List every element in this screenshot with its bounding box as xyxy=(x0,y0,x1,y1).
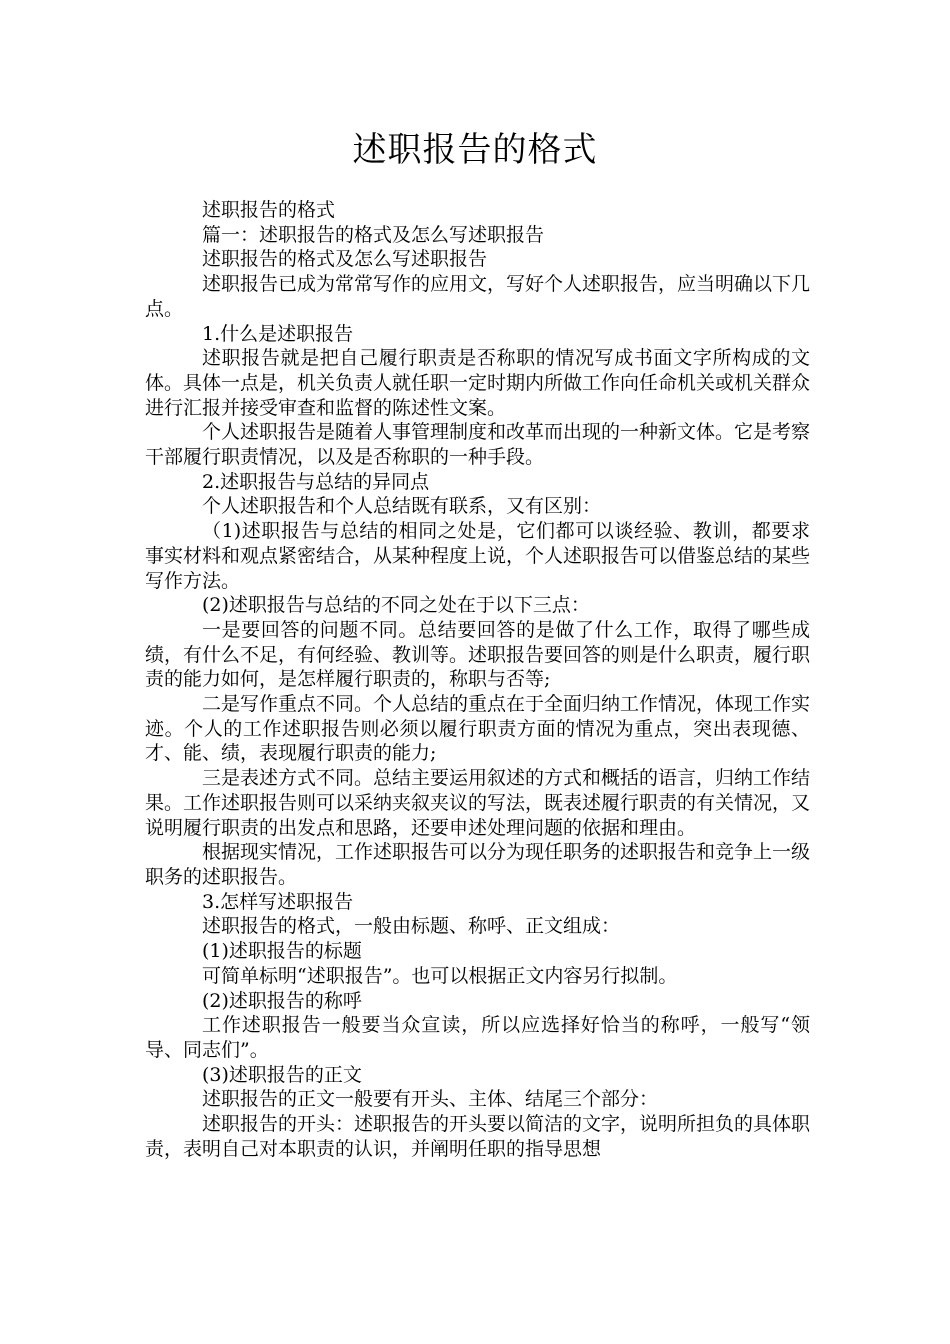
paragraph: 工作述职报告一般要当众宣读，所以应选择好恰当的称呼，一般写“领导、同志们”。 xyxy=(145,1014,810,1061)
paragraph: 三是表述方式不同。总结主要运用叙述的方式和概括的语言，归纳工作结果。工作述职报告则可以采纳夹叙夹议的写法，既表述履行职责的有关情况，又说明履行职责的出发点和思路，还要申述处理问题的依据和理由。 xyxy=(145,767,811,839)
paragraph: 个人述职报告和个人总结既有联系，又有区别： xyxy=(202,495,602,518)
paragraph: 3.怎样写述职报告 xyxy=(202,890,354,913)
document-body xyxy=(145,198,810,1161)
paragraph: 2.述职报告与总结的异同点 xyxy=(202,470,430,493)
paragraph: 述职报告的格式 xyxy=(202,199,336,221)
paragraph: 述职报告的格式及怎么写述职报告 xyxy=(202,248,488,271)
page-title: 述职报告的格式 xyxy=(352,130,598,170)
paragraph: (2)述职报告的称呼 xyxy=(202,989,362,1012)
paragraph: 根据现实情况，工作述职报告可以分为现任职务的述职报告和竞争上一级职务的述职报告。 xyxy=(145,841,811,888)
paragraph: 述职报告的格式，一般由标题、称呼、正文组成： xyxy=(202,915,621,938)
paragraph: 1.什么是述职报告 xyxy=(202,322,354,345)
paragraph: (2)述职报告与总结的不同之处在于以下三点： xyxy=(202,594,590,617)
paragraph: （1)述职报告与总结的相同之处是，它们都可以谈经验、教训，都要求事实材料和观点紧密结合，从某种程度上说，个人述职报告可以借鉴总结的某些写作方法。 xyxy=(145,520,811,592)
paragraph: 述职报告的正文一般要有开头、主体、结尾三个部分： xyxy=(202,1088,659,1111)
paragraph: (1)述职报告的标题 xyxy=(202,940,362,963)
paragraph: 个人述职报告是随着人事管理制度和改革而出现的一种新文体。它是考察干部履行职责情况，以及是否称职的一种手段。 xyxy=(145,421,811,469)
paragraph: 述职报告已成为常常写作的应用文，写好个人述职报告，应当明确以下几点。 xyxy=(145,273,811,320)
paragraph: 可简单标明“述职报告”。也可以根据正文内容另行拟制。 xyxy=(202,964,678,987)
paragraph: 述职报告的开头：述职报告的开头要以简洁的文字，说明所担负的具体职责，表明自己对本职责的认识，并阐明任职的指导思想 xyxy=(145,1113,811,1160)
paragraph: 二是写作重点不同。个人总结的重点在于全面归纳工作情况，体现工作实迹。个人的工作述职报告则必须以履行职责方面的情况为重点，突出表现德、才、能、绩，表现履行职责的能力; xyxy=(145,693,811,765)
paragraph: (3)述职报告的正文 xyxy=(202,1063,362,1086)
paragraph: 一是要回答的问题不同。总结要回答的是做了什么工作，取得了哪些成绩，有什么不足，有何经验、教训等。述职报告要回答的则是什么职责，履行职责的能力如何，是怎样履行职责的，称职与否等; xyxy=(145,618,811,691)
paragraph: 篇一：述职报告的格式及怎么写述职报告 xyxy=(202,223,545,246)
paragraph: 述职报告就是把自己履行职责是否称职的情况写成书面文字所构成的文体。具体一点是，机关负责人就任职一定时期内所做工作向任命机关或机关群众进行汇报并接受审查和监督的陈述性文案。 xyxy=(145,347,811,419)
